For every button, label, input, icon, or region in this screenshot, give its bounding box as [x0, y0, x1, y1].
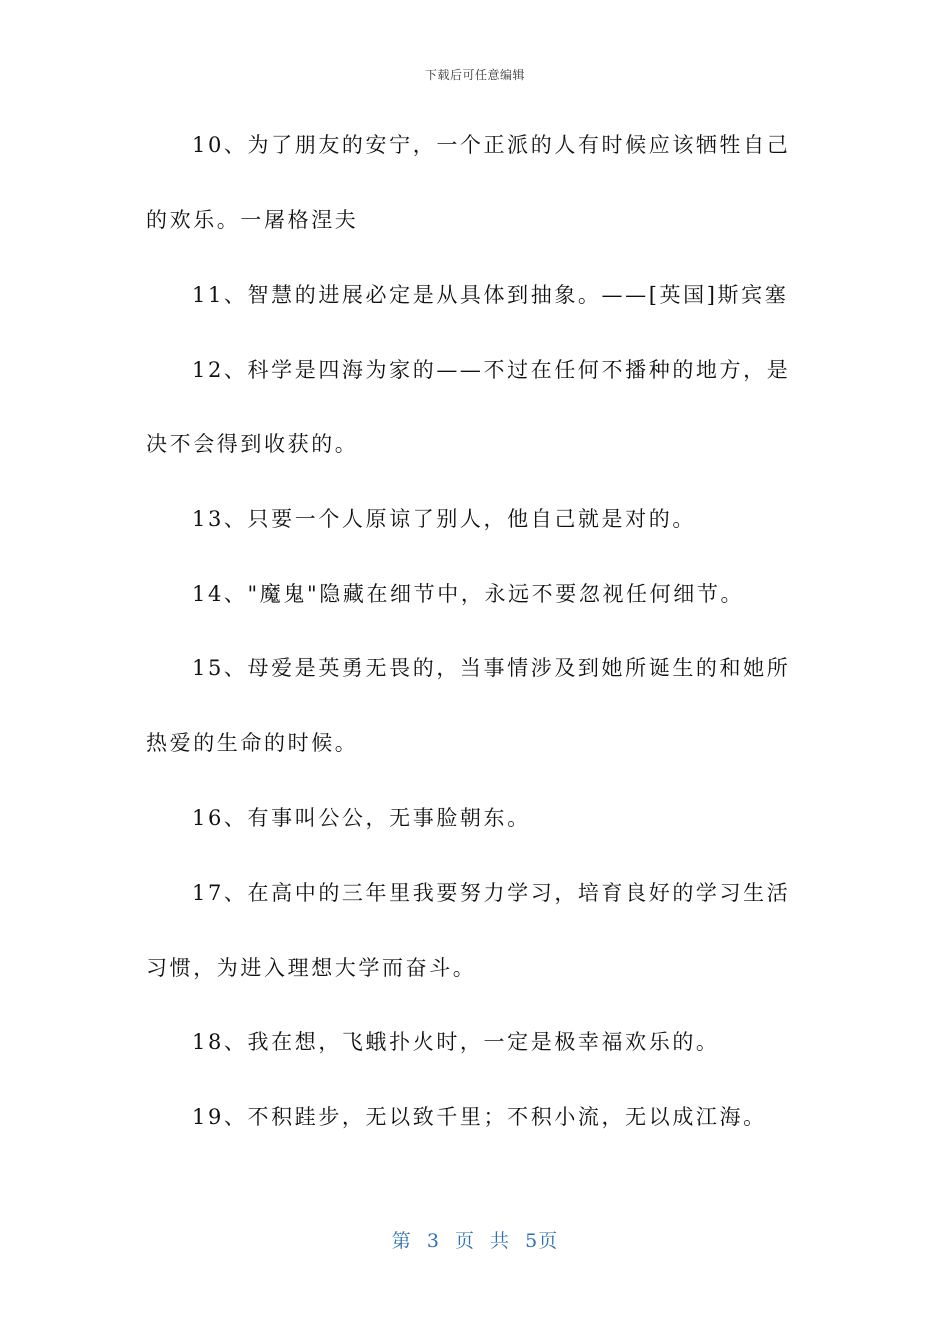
quote-17-line-2: 习惯，为进入理想大学而奋斗。	[146, 956, 477, 980]
quote-14: 14、"魔鬼"隐藏在细节中，永远不要忽视任何细节。	[192, 582, 745, 606]
quote-16: 16、有事叫公公，无事脸朝东。	[192, 806, 531, 830]
quote-15-line-2: 热爱的生命的时候。	[146, 731, 359, 755]
page-footer	[0, 1226, 950, 1253]
quote-18: 18、我在想，飞蛾扑火时，一定是极幸福欢乐的。	[192, 1030, 720, 1054]
footer-total-pages: 5页	[525, 1230, 559, 1252]
footer-ye: 页	[454, 1230, 475, 1252]
quote-10-line-2: 的欢乐。一屠格涅夫	[146, 208, 359, 232]
quote-10-line-1: 10、为了朋友的安宁，一个正派的人有时候应该牺牲自己	[192, 133, 791, 157]
quote-12-line-2: 决不会得到收获的。	[146, 432, 359, 456]
page-header: 下载后可任意编辑	[424, 68, 525, 82]
quote-17-line-1: 17、在高中的三年里我要努力学习，培育良好的学习生活	[192, 881, 791, 905]
quote-19: 19、不积跬步，无以致千里；不积小流，无以成江海。	[192, 1105, 767, 1129]
quote-11: 11、智慧的进展必定是从具体到抽象。——[英国]斯宾塞	[192, 283, 789, 307]
quote-12-line-1: 12、科学是四海为家的——不过在任何不播种的地方，是	[192, 358, 791, 382]
quote-15-line-1: 15、母爱是英勇无畏的，当事情涉及到她所诞生的和她所	[192, 656, 791, 680]
footer-gong: 共	[490, 1230, 511, 1252]
quote-13: 13、只要一个人原谅了别人，他自己就是对的。	[192, 507, 696, 531]
footer-page-number: 3	[426, 1230, 440, 1252]
footer-di: 第	[391, 1230, 412, 1252]
